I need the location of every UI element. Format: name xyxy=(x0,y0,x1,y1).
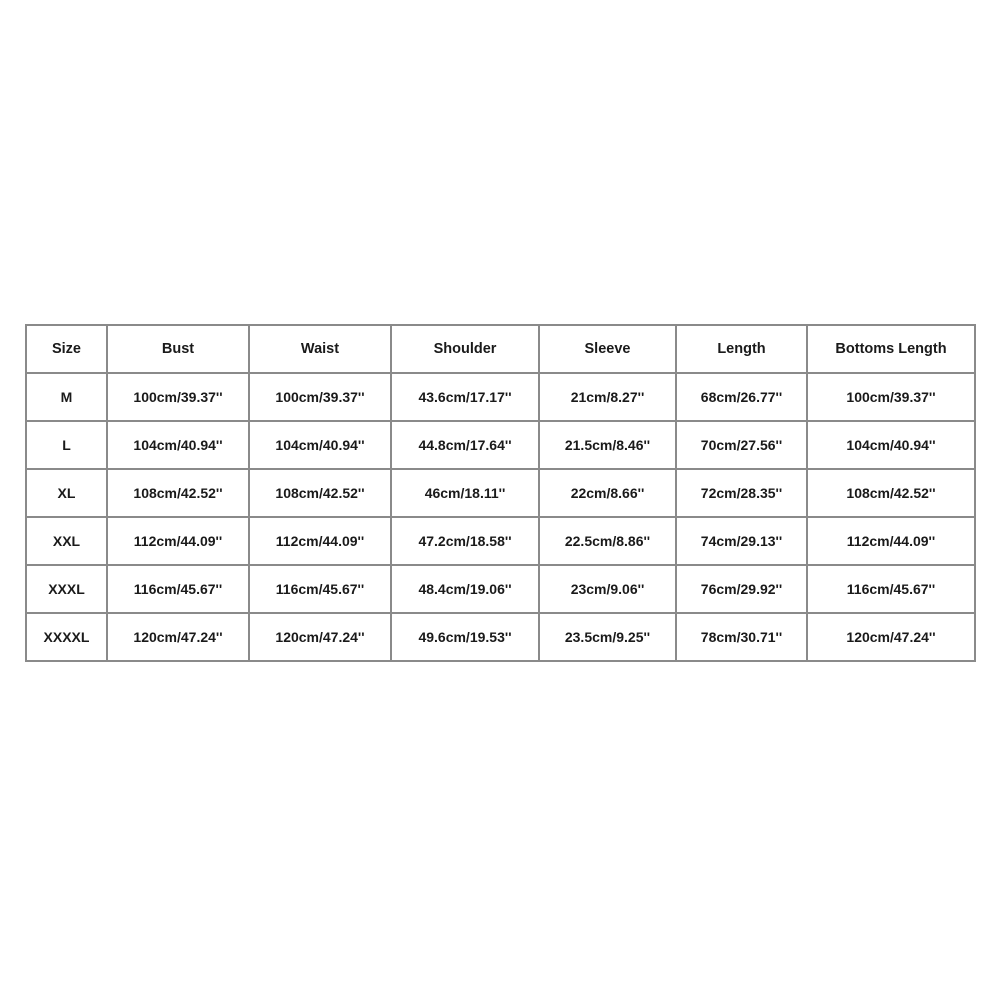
shoulder-cell: 49.6cm/19.53'' xyxy=(391,613,539,661)
bust-cell: 104cm/40.94'' xyxy=(107,421,249,469)
size-cell: XXXXL xyxy=(26,613,107,661)
table-row xyxy=(26,613,975,661)
table-row xyxy=(26,517,975,565)
shoulder-cell: 44.8cm/17.64'' xyxy=(391,421,539,469)
header-length: Length xyxy=(676,325,807,373)
waist-cell: 116cm/45.67'' xyxy=(249,565,391,613)
sleeve-cell: 23cm/9.06'' xyxy=(539,565,676,613)
shoulder-cell: 46cm/18.11'' xyxy=(391,469,539,517)
size-cell: L xyxy=(26,421,107,469)
bust-cell: 116cm/45.67'' xyxy=(107,565,249,613)
table-row xyxy=(26,373,975,421)
waist-cell: 108cm/42.52'' xyxy=(249,469,391,517)
bottoms-length-cell: 120cm/47.24'' xyxy=(807,613,975,661)
waist-cell: 120cm/47.24'' xyxy=(249,613,391,661)
length-cell: 70cm/27.56'' xyxy=(676,421,807,469)
sleeve-cell: 22.5cm/8.86'' xyxy=(539,517,676,565)
bottoms-length-cell: 112cm/44.09'' xyxy=(807,517,975,565)
header-row xyxy=(26,325,975,373)
header-size: Size xyxy=(26,325,107,373)
length-cell: 74cm/29.13'' xyxy=(676,517,807,565)
sleeve-cell: 23.5cm/9.25'' xyxy=(539,613,676,661)
sleeve-cell: 21cm/8.27'' xyxy=(539,373,676,421)
bust-cell: 108cm/42.52'' xyxy=(107,469,249,517)
waist-cell: 104cm/40.94'' xyxy=(249,421,391,469)
bust-cell: 120cm/47.24'' xyxy=(107,613,249,661)
bottoms-length-cell: 104cm/40.94'' xyxy=(807,421,975,469)
table-row xyxy=(26,469,975,517)
header-shoulder: Shoulder xyxy=(391,325,539,373)
shoulder-cell: 43.6cm/17.17'' xyxy=(391,373,539,421)
sleeve-cell: 22cm/8.66'' xyxy=(539,469,676,517)
sleeve-cell: 21.5cm/8.46'' xyxy=(539,421,676,469)
size-chart-table xyxy=(25,324,976,662)
length-cell: 78cm/30.71'' xyxy=(676,613,807,661)
header-bottoms-length: Bottoms Length xyxy=(807,325,975,373)
size-cell: XXL xyxy=(26,517,107,565)
length-cell: 68cm/26.77'' xyxy=(676,373,807,421)
waist-cell: 100cm/39.37'' xyxy=(249,373,391,421)
length-cell: 76cm/29.92'' xyxy=(676,565,807,613)
bottoms-length-cell: 108cm/42.52'' xyxy=(807,469,975,517)
header-waist: Waist xyxy=(249,325,391,373)
bust-cell: 100cm/39.37'' xyxy=(107,373,249,421)
shoulder-cell: 48.4cm/19.06'' xyxy=(391,565,539,613)
bottoms-length-cell: 100cm/39.37'' xyxy=(807,373,975,421)
bust-cell: 112cm/44.09'' xyxy=(107,517,249,565)
table-row xyxy=(26,421,975,469)
table-row xyxy=(26,565,975,613)
size-cell: M xyxy=(26,373,107,421)
size-cell: XXXL xyxy=(26,565,107,613)
header-sleeve: Sleeve xyxy=(539,325,676,373)
size-cell: XL xyxy=(26,469,107,517)
bottoms-length-cell: 116cm/45.67'' xyxy=(807,565,975,613)
length-cell: 72cm/28.35'' xyxy=(676,469,807,517)
header-bust: Bust xyxy=(107,325,249,373)
shoulder-cell: 47.2cm/18.58'' xyxy=(391,517,539,565)
waist-cell: 112cm/44.09'' xyxy=(249,517,391,565)
